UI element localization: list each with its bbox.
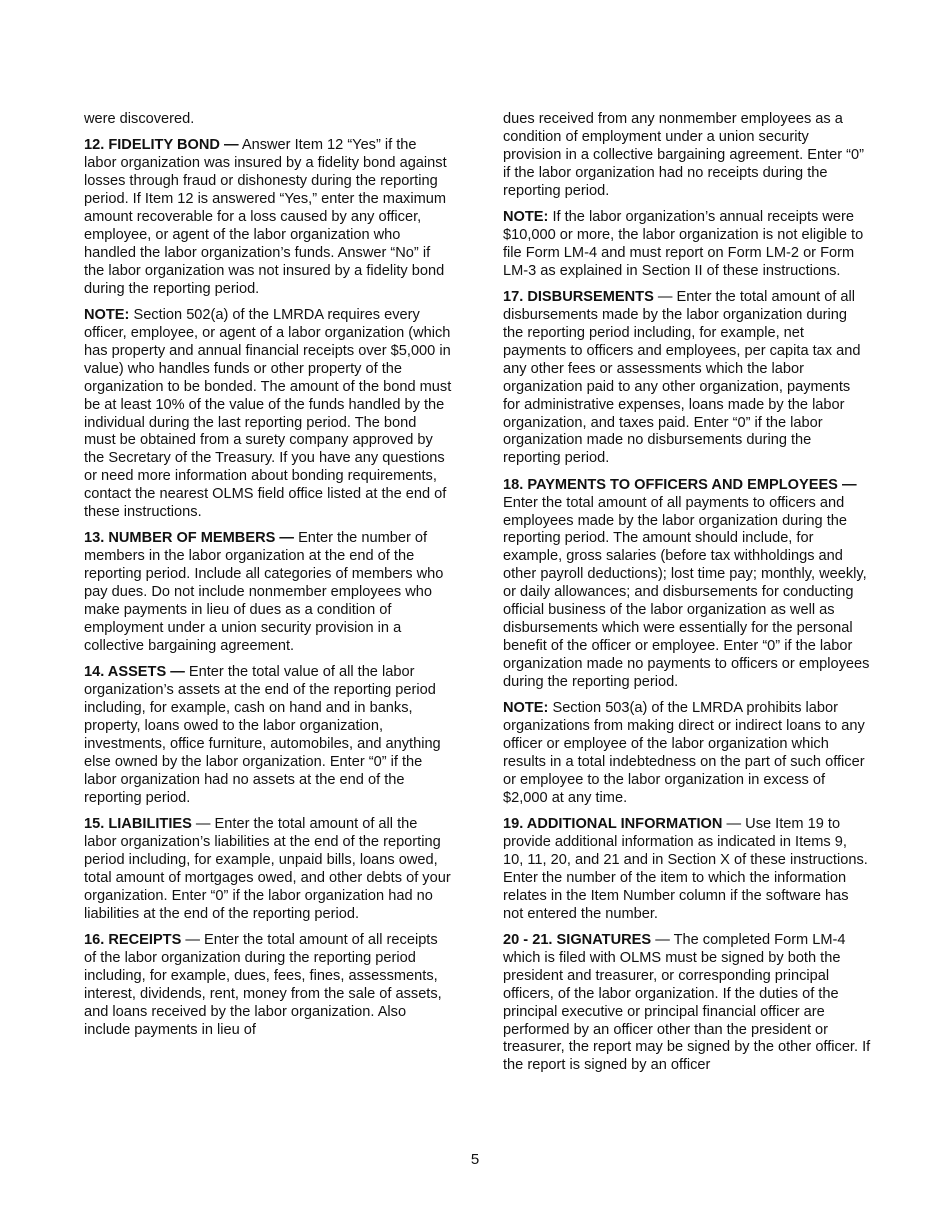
item-18-heading: 18. PAYMENTS TO OFFICERS AND EMPLOYEES —	[503, 476, 857, 493]
item-15-heading: 15. LIABILITIES	[84, 816, 192, 833]
item-20-21-signatures	[503, 932, 871, 1075]
item-17-disbursements	[503, 289, 871, 468]
item-18-text: Enter the total amount of all payments to officers and employees made by the labor organization during the reporting period. The amount should include, for example, gross salaries (before tax withholdings and other payroll deductions); lost time pay; monthly, weekly, or daily allowances; and disbursements for conducting official business of the labor organization as well as disbursements which were essentially for the personal benefit of the officer or employee. Enter “0” if the labor organization made no payments to officers or employees during the reporting period.	[503, 494, 870, 690]
note-annual-receipts-text: If the labor organization’s annual receipts were $10,000 or more, the labor organization is not eligible to file Form LM-4 and must report on Form LM-2 or Form LM-3 as explained in Section II of these instructions.	[503, 209, 864, 279]
item-15-liabilities	[84, 816, 452, 923]
continuation-text-left: were discovered.	[84, 111, 195, 127]
item-15-text: — Enter the total amount of all the labor organization’s liabilities at the end of the reporting period including, for example, unpaid bills, loans owed, total amount of mortgages owed, and other debts of your organization. Enter “0” if the labor organization had no liabilities at the end of the reporting period.	[84, 816, 451, 922]
right-column	[503, 111, 871, 1084]
item-12-text: Answer Item 12 “Yes” if the labor organization was insured by a fidelity bond against losses through fraud or dishonesty during the reporting period. If Item 12 is answered “Yes,” enter the maximum amount recoverable for a loss caused by any officer, employee, or agent of the labor organization who handled the labor organization’s funds. Answer “No” if the labor organization was not insured by a fidelity bond during the reporting period.	[84, 137, 447, 297]
item-13-heading: 13. NUMBER OF MEMBERS —	[84, 530, 295, 547]
item-16-text: — Enter the total amount of all receipts of the labor organization during the reporting period including, for example, dues, fees, fines, assessments, interest, dividends, rent, money from the sale of assets, and loans received by the labor organization. Also include payments in lieu of	[84, 931, 442, 1038]
item-16-heading: 16. RECEIPTS	[84, 931, 182, 948]
note-bonding-text: Section 502(a) of the LMRDA requires every officer, employee, or agent of a labor organization (which has property and annual financial receipts over $5,000 in value) who handles funds or other property of the organization to be bonded. The amount of the bond must be at least 10% of the value of the funds handled by the individual during the last reporting period. The bond must be obtained from a surety company approved by the Secretary of the Treasury. If you have any questions or need more information about bonding requirements, contact the nearest OLMS field office listed at the end of these instructions.	[84, 307, 452, 521]
item-13-text: Enter the number of members in the labor organization at the end of the reporting period. Include all categories of members who pay dues. Do not include nonmember employees who make payments in lieu of dues as a condition of employment under a union security provision in a collective bargaining agreement.	[84, 530, 444, 654]
item-12-fidelity-bond	[84, 137, 452, 298]
item-16-receipts	[84, 932, 452, 1039]
note-loans	[503, 700, 871, 807]
item-13-number-of-members	[84, 530, 452, 655]
note-bonding-heading: NOTE:	[84, 307, 130, 324]
note-bonding	[84, 307, 452, 522]
note-loans-heading: NOTE:	[503, 700, 549, 717]
note-loans-text: Section 503(a) of the LMRDA prohibits labor organizations from making direct or indirect loans to any officer or employee of the labor organization which results in a total indebtedness on the part of such officer or employee to the labor organization in excess of $2,000 at any time.	[503, 700, 865, 806]
item-17-heading: 17. DISBURSEMENTS	[503, 289, 654, 306]
item-19-text: — Use Item 19 to provide additional information as indicated in Items 9, 10, 11, 20, and 21 and in Section X of these instructions. Enter the number of the item to which the information relates in the Item Number column if the software has not entered the number.	[503, 816, 868, 922]
item-20-21-heading: 20 - 21. SIGNATURES	[503, 931, 652, 948]
item-20-21-text: — The completed Form LM-4 which is filed with OLMS must be signed by both the president and treasurer, or corresponding principal officers, of the labor organization. If the duties of the principal executive or principal financial officer are performed by an officer other than the president or treasurer, the report may be signed by the other officer. If the report is signed by an officer	[503, 931, 871, 1074]
item-14-text: Enter the total value of all the labor organization’s assets at the end of the reporting period including, for example, cash on hand and in banks, property, loans owed to the labor organization, investments, office furniture, automobiles, and anything else owned by the labor organization. Enter “0” if the labor organization had no assets at the end of the reporting period.	[84, 664, 441, 806]
item-14-assets	[84, 664, 452, 807]
note-annual-receipts	[503, 209, 871, 281]
continuation-text-right: dues received from any nonmember employees as a condition of employment under a union security provision in a collective bargaining agreement. Enter “0” if the labor organization had no receipts during the reporting period.	[503, 111, 864, 199]
item-18-payments-to-officers	[503, 477, 871, 692]
item-14-heading: 14. ASSETS —	[84, 664, 185, 681]
item-12-heading: 12. FIDELITY BOND —	[84, 137, 239, 154]
item-19-heading: 19. ADDITIONAL INFORMATION	[503, 816, 723, 833]
left-column	[84, 111, 452, 1048]
note-annual-receipts-heading: NOTE:	[503, 209, 549, 226]
item-19-additional-information	[503, 816, 871, 923]
page-number: 5	[470, 1151, 480, 1168]
item-17-text: — Enter the total amount of all disbursements made by the labor organization during the reporting period including, for example, net payments to officers and employees, per capita tax and any other fees or assessments which the labor organization paid to any other organization, payments for administrative expenses, loans made by the labor organization, and taxes paid. Enter “0” if the labor organization made no disbursements during the reporting period.	[503, 289, 861, 467]
